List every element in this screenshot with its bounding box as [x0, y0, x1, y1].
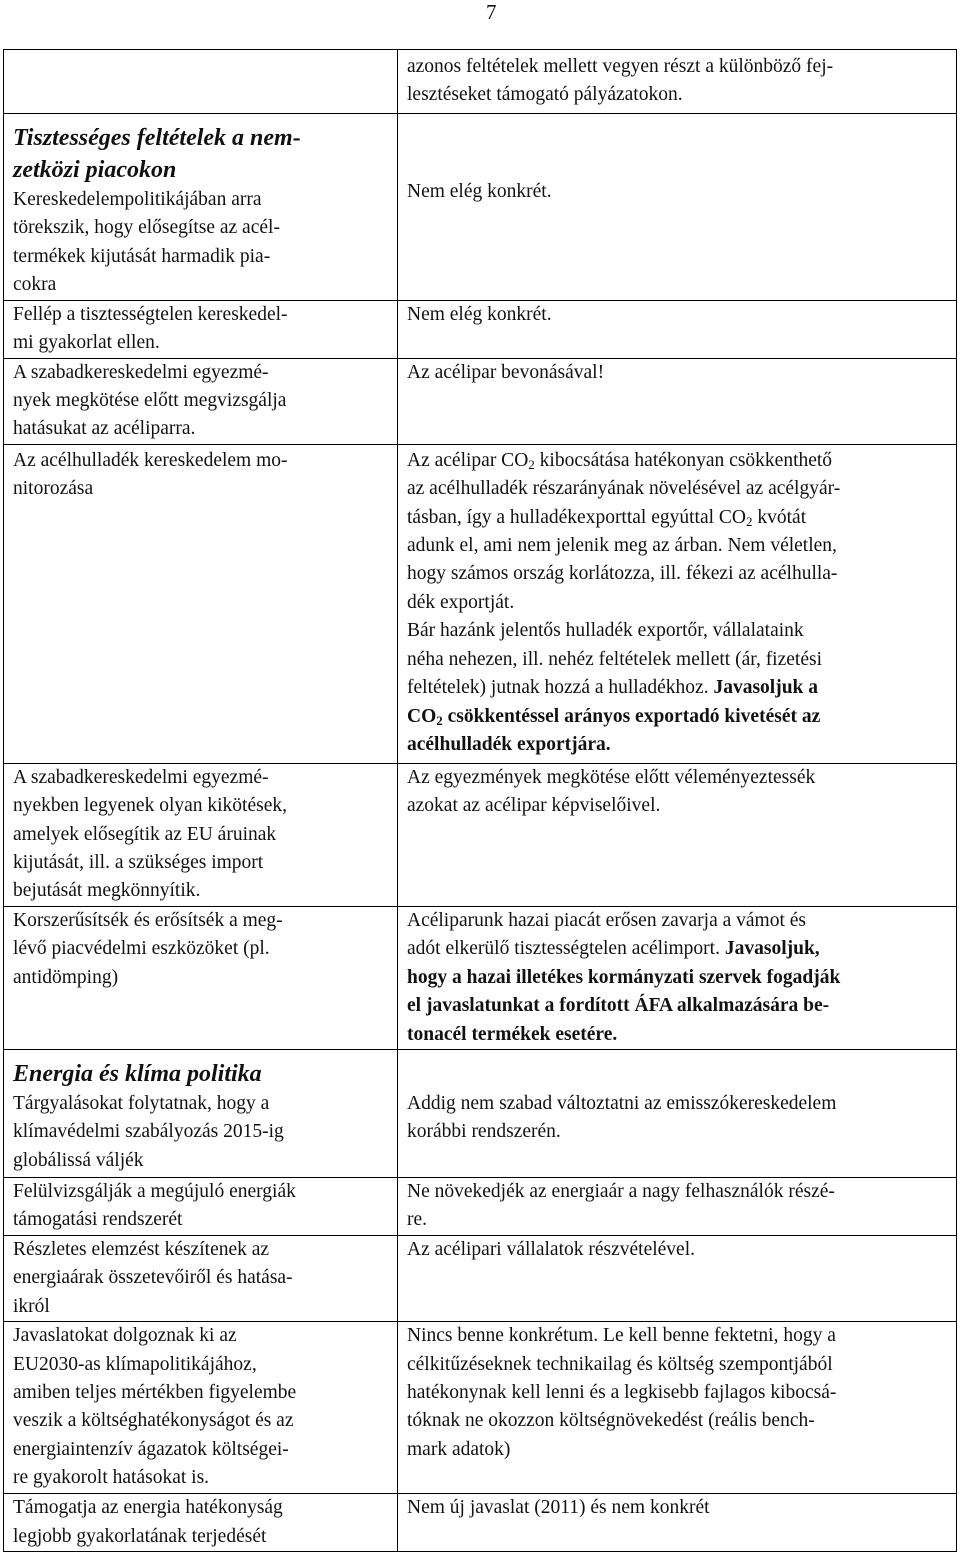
- left-cell: [4, 114, 398, 301]
- text-line: Fellép a tisztességtelen kereskedel-: [13, 303, 288, 325]
- text-line: mark adatok): [407, 1438, 511, 1460]
- text-line: legjobb gyakorlatának terjedését: [13, 1525, 267, 1547]
- right-cell: [398, 1494, 957, 1552]
- text-line: amelyek elősegítik az EU áruinak: [13, 823, 277, 845]
- section-heading: Tisztességes feltételek a nem-: [13, 125, 301, 151]
- table-row: [4, 444, 957, 763]
- text-line: hogy számos ország korlátozza, ill. fékezi az acélhulla-: [407, 563, 838, 585]
- text-line: néha nehezen, ill. nehéz feltételek mellett (ár, fizetési: [407, 648, 822, 670]
- text-line: EU2030-as klímapolitikájához,: [13, 1353, 257, 1375]
- table-row: [4, 1322, 957, 1494]
- right-cell: [398, 1177, 957, 1235]
- text-line: lesztéseket támogató pályázatokon.: [407, 84, 683, 106]
- text-line: Bár hazánk jelentős hulladék exportőr, vállalataink: [407, 620, 804, 642]
- text-line: veszik a költséghatékonyságot és az: [13, 1410, 294, 1432]
- text-line: amiben teljes mértékben figyelembe: [13, 1381, 297, 1403]
- right-cell: [398, 1049, 957, 1177]
- table-row: [4, 1177, 957, 1235]
- text-line: Az acélipar $CO_2$ kibocsátása hatékonyan csökkenthető: [407, 449, 833, 472]
- table-row: [4, 1494, 957, 1552]
- text-line: nitorozása: [13, 478, 94, 500]
- page-number: 7: [486, 0, 497, 24]
- text-line: termékek kijutását harmadik pia-: [13, 245, 271, 267]
- left-cell: [4, 358, 398, 444]
- text-line: A szabadkereskedelmi egyezmé-: [13, 361, 269, 383]
- text-line: célkitűzéseknek technikailag és költség szempontjából: [407, 1353, 833, 1375]
- left-cell: [4, 50, 398, 114]
- table-row: [4, 906, 957, 1049]
- text-line: Nem új javaslat (2011) és nem konkrét: [407, 1497, 710, 1519]
- left-cell: [4, 1322, 398, 1494]
- text-line: nyek megkötése előtt megvizsgálja: [13, 390, 287, 412]
- text-line: korábbi rendszerén.: [407, 1121, 561, 1143]
- text-line: hogy a hazai illetékes kormányzati szervek fogadják: [407, 966, 841, 988]
- text-line: $CO_2$ csökkentéssel arányos exportadó kivetését az: [407, 705, 821, 728]
- right-cell: [398, 906, 957, 1049]
- text-line: tonacél termékek esetére.: [407, 1023, 618, 1045]
- text-line: Felülvizsgálják a megújuló energiák: [13, 1180, 296, 1202]
- text-line: támogatási rendszerét: [13, 1209, 183, 1231]
- left-cell: [4, 763, 398, 906]
- text-line: acélhulladék exportjára.: [407, 733, 611, 755]
- right-cell: [398, 300, 957, 358]
- text-line: Az acélipari vállalatok részvételével.: [407, 1238, 696, 1260]
- table-row: [4, 300, 957, 358]
- text-line: Nem elég konkrét.: [407, 303, 552, 325]
- right-cell: [398, 1235, 957, 1321]
- text-line: Nem elég konkrét.: [407, 181, 552, 202]
- text-line: kijutását, ill. a szükséges import: [13, 852, 264, 874]
- text-line: Az egyezmények megkötése előtt véleményeztessék: [407, 766, 816, 788]
- table-row: [4, 114, 957, 301]
- text-line: mi gyakorlat ellen.: [13, 332, 160, 354]
- text-line: az acélhulladék részarányának növelésével az acélgyár-: [407, 478, 841, 500]
- left-cell: [4, 444, 398, 763]
- left-cell: [4, 1494, 398, 1552]
- text-line: bejutását megkönnyítik.: [13, 880, 201, 902]
- table-row: [4, 50, 957, 114]
- text-line: Korszerűsítsék és erősítsék a meg-: [13, 909, 283, 931]
- right-cell: [398, 444, 957, 763]
- table-row: [4, 1235, 957, 1321]
- text-line: adunk el, ami nem jelenik meg az árban. Nem véletlen,: [407, 535, 837, 557]
- text-line: Az acélhulladék kereskedelem mo-: [13, 449, 288, 471]
- table-row: [4, 358, 957, 444]
- right-cell: [398, 763, 957, 906]
- text-line: adót elkerülő tisztességtelen acélimport. Javasoljuk,: [407, 938, 820, 960]
- text-line: feltételek) jutnak hozzá a hulladékhoz. Javasoljuk a: [407, 677, 819, 699]
- text-line: tásban, így a hulladékexporttal egyúttal $CO_2$ kvótát: [407, 506, 807, 529]
- section-heading: Energia és klíma politika: [13, 1060, 262, 1087]
- left-cell: [4, 906, 398, 1049]
- text-line: ikról: [13, 1295, 50, 1317]
- text-line: Tárgyalásokat folytatnak, hogy a: [13, 1092, 270, 1114]
- text-line: energiaintenzív ágazatok költségei-: [13, 1438, 289, 1460]
- text-line: globálissá váljék: [13, 1149, 144, 1171]
- left-cell: [4, 300, 398, 358]
- text-line: azonos feltételek mellett vegyen részt a különböző fej-: [407, 56, 834, 77]
- text-line: nyekben legyenek olyan kikötések,: [13, 795, 287, 817]
- table-row: [4, 763, 957, 906]
- text-line: lévő piacvédelmi eszközöket (pl.: [13, 938, 270, 960]
- section-heading: zetközi piacokon: [13, 157, 177, 183]
- left-cell: [4, 1235, 398, 1321]
- text-line: azokat az acélipar képviselőivel.: [407, 795, 661, 817]
- text-line: Javaslatokat dolgoznak ki az: [13, 1325, 237, 1347]
- text-line: A szabadkereskedelmi egyezmé-: [13, 766, 269, 788]
- text-line: hatásukat az acéliparra.: [13, 418, 196, 440]
- table-row: [4, 1049, 957, 1177]
- text-line: Az acélipar bevonásával!: [407, 361, 605, 383]
- text-line: dék exportját.: [407, 591, 515, 613]
- text-line: cokra: [13, 274, 57, 296]
- right-cell: [398, 358, 957, 444]
- left-cell: [4, 1049, 398, 1177]
- text-line: Addig nem szabad változtatni az emisszókereskedelem: [407, 1092, 837, 1114]
- text-line: el javaslatunkat a fordított ÁFA alkalmazására be-: [407, 995, 830, 1017]
- text-line: Ne növekedjék az energiaár a nagy felhasználók részé-: [407, 1180, 835, 1202]
- right-cell: [398, 50, 957, 114]
- text-line: energiaárak összetevőiről és hatása-: [13, 1267, 293, 1289]
- left-cell: [4, 1177, 398, 1235]
- right-cell: [398, 114, 957, 301]
- text-line: Acéliparunk hazai piacát erősen zavarja a vámot és: [407, 909, 806, 931]
- text-line: Kereskedelempolitikájában arra: [13, 189, 262, 210]
- text-line: törekszik, hogy elősegítse az acél-: [13, 217, 280, 239]
- text-line: hatékonynak kell lenni és a legkisebb fajlagos kibocsá-: [407, 1381, 837, 1403]
- text-line: Nincs benne konkrétum. Le kell benne fektetni, hogy a: [407, 1325, 836, 1347]
- text-line: re.: [407, 1209, 428, 1231]
- text-line: Támogatja az energia hatékonyság: [13, 1497, 283, 1519]
- text-line: Részletes elemzést készítenek az: [13, 1238, 270, 1260]
- text-line: klímavédelmi szabályozás 2015-ig: [13, 1121, 284, 1143]
- text-line: re gyakorolt hatásokat is.: [13, 1467, 210, 1489]
- text-line: antidömping): [13, 966, 119, 988]
- right-cell: [398, 1322, 957, 1494]
- comment-table: [3, 49, 957, 1552]
- text-line: tóknak ne okozzon költségnövekedést (reális bench-: [407, 1410, 815, 1432]
